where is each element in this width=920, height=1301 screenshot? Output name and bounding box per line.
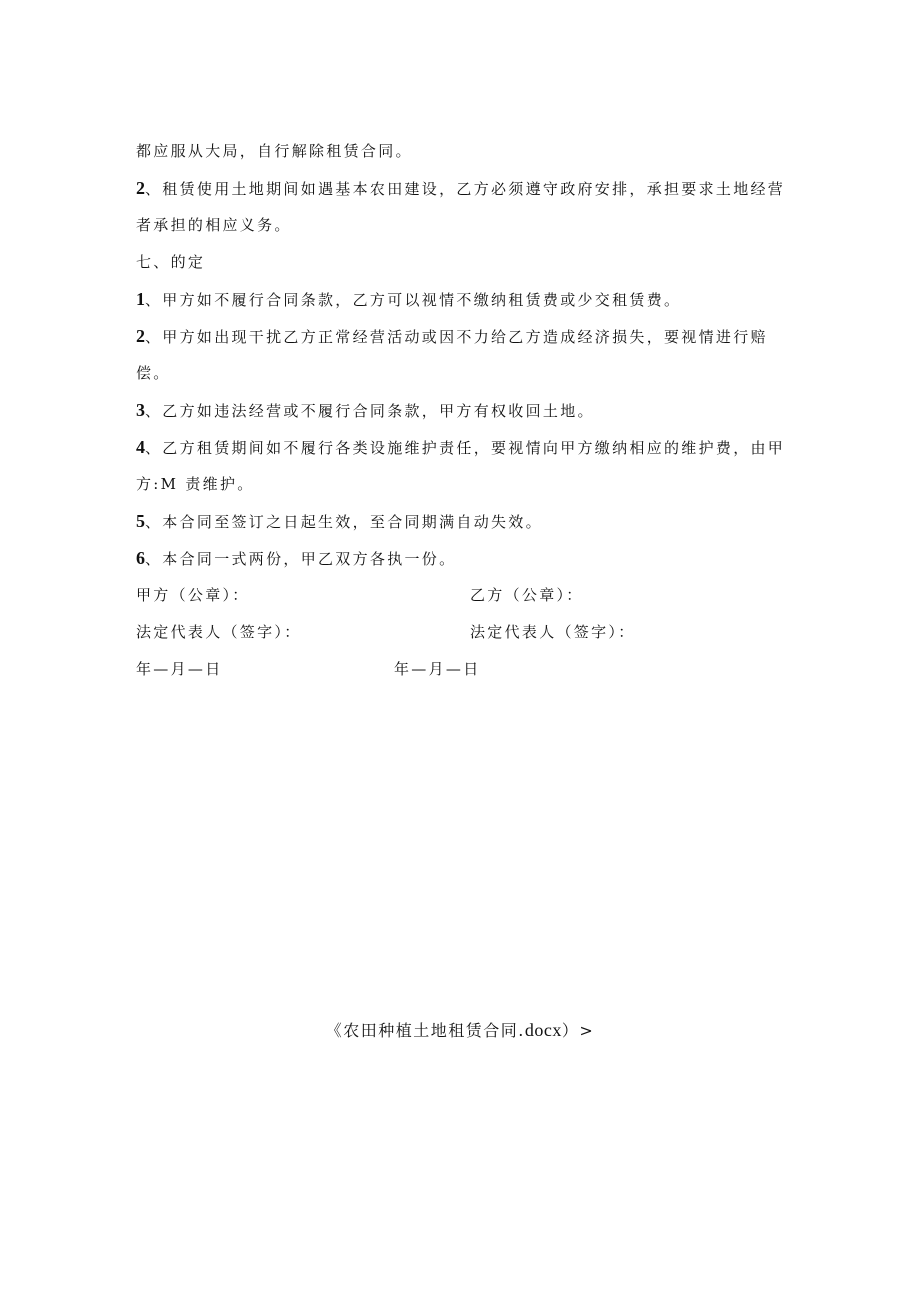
line-text: 、乙方租赁期间如不履行各类设施维护责任，要视情向甲方缴纳相应的维护费，由甲 bbox=[145, 439, 786, 457]
document-line bbox=[136, 318, 786, 355]
line-text: 、甲方如出现干扰乙方正常经营活动或因不力给乙方造成经济损失，要视情进行赔 bbox=[145, 328, 768, 346]
clause-number: 5 bbox=[136, 511, 145, 531]
line-text: 、本合同一式两份，甲乙双方各执一份。 bbox=[145, 550, 457, 568]
clause-number: 1 bbox=[136, 289, 145, 309]
representative-row bbox=[136, 614, 786, 651]
seal-row bbox=[136, 577, 786, 614]
date-row bbox=[136, 651, 786, 688]
clause-number: 6 bbox=[136, 548, 145, 568]
document-line bbox=[136, 429, 786, 466]
clause-number: 2 bbox=[136, 326, 145, 346]
party-b-seal-label: 乙方（公章）： bbox=[470, 586, 584, 604]
document-line bbox=[136, 170, 786, 207]
party-a-representative-label: 法定代表人（签字）： bbox=[136, 623, 302, 641]
footer-extension: docx bbox=[524, 1020, 562, 1040]
line-text: 、租赁使用土地期间如遇基本农田建设，乙方必须遵守政府安排，承担要求土地经营 bbox=[145, 180, 786, 198]
document-line bbox=[136, 540, 786, 577]
line-text: 方:M 责维护。 bbox=[136, 475, 255, 493]
document-line bbox=[136, 133, 786, 170]
line-text: 、乙方如违法经营或不履行合同条款，甲方有权收回土地。 bbox=[145, 402, 595, 420]
party-a-date-label: 年—月—日 bbox=[136, 660, 223, 678]
line-text: 、本合同至签订之日起生效，至合同期满自动失效。 bbox=[145, 513, 543, 531]
footer-title: 《农田种植土地租赁合同. bbox=[325, 1021, 525, 1040]
line-text: 者承担的相应义务。 bbox=[136, 216, 292, 234]
document-line bbox=[136, 503, 786, 540]
clause-number: 3 bbox=[136, 400, 145, 420]
line-text: 七、的定 bbox=[136, 253, 206, 271]
line-text: 都应服从大局，自行解除租赁合同。 bbox=[136, 142, 413, 160]
footer-closing: ）> bbox=[561, 1021, 595, 1040]
clause-number: 2 bbox=[136, 178, 145, 198]
line-text: 偿。 bbox=[136, 364, 171, 382]
document-line bbox=[136, 281, 786, 318]
party-a-seal-label: 甲方（公章）： bbox=[136, 586, 250, 604]
contract-body bbox=[136, 133, 786, 688]
clause-number: 4 bbox=[136, 437, 145, 457]
line-text: 、甲方如不履行合同条款，乙方可以视情不缴纳租赁费或少交租赁费。 bbox=[145, 291, 682, 309]
party-b-representative-label: 法定代表人（签字）： bbox=[470, 623, 636, 641]
document-footer bbox=[0, 1018, 920, 1041]
document-line bbox=[136, 392, 786, 429]
party-b-date-label: 年—月—日 bbox=[394, 660, 481, 678]
document-line bbox=[136, 207, 786, 244]
document-line bbox=[136, 244, 786, 281]
clause-list bbox=[136, 133, 786, 577]
document-line bbox=[136, 355, 786, 392]
document-line bbox=[136, 466, 786, 503]
